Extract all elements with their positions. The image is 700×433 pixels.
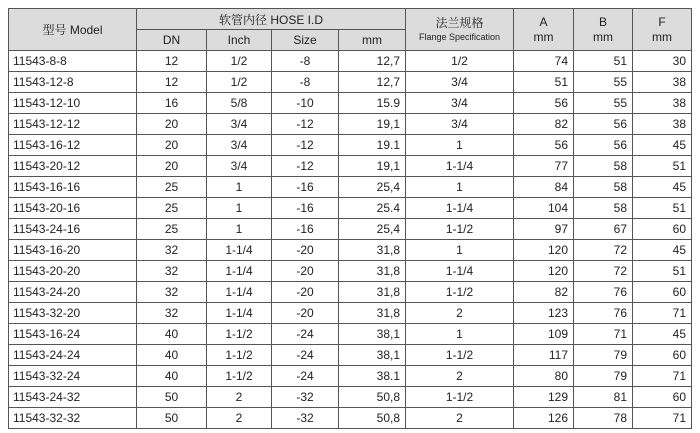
header-a bbox=[514, 9, 574, 51]
cell-model: 11543-8-8 bbox=[9, 51, 137, 72]
cell-flange: 1 bbox=[406, 240, 514, 261]
cell-f: 71 bbox=[633, 303, 692, 324]
cell-dn: 20 bbox=[137, 156, 207, 177]
cell-inch: 1-1/4 bbox=[207, 240, 272, 261]
cell-a: 84 bbox=[514, 177, 574, 198]
cell-f: 51 bbox=[633, 261, 692, 282]
cell-inch: 3/4 bbox=[207, 156, 272, 177]
header-dn: DN bbox=[137, 30, 207, 51]
cell-a: 126 bbox=[514, 408, 574, 429]
cell-mm: 31,8 bbox=[339, 261, 406, 282]
cell-flange: 2 bbox=[406, 408, 514, 429]
cell-model: 11543-32-24 bbox=[9, 366, 137, 387]
cell-inch: 1 bbox=[207, 198, 272, 219]
cell-b: 55 bbox=[574, 72, 633, 93]
cell-a: 109 bbox=[514, 324, 574, 345]
cell-a: 56 bbox=[514, 93, 574, 114]
cell-flange: 1-1/4 bbox=[406, 156, 514, 177]
cell-model: 11543-16-16 bbox=[9, 177, 137, 198]
table-row bbox=[9, 240, 692, 261]
header-a-unit: mm bbox=[533, 29, 554, 44]
cell-dn: 32 bbox=[137, 282, 207, 303]
cell-dn: 25 bbox=[137, 177, 207, 198]
cell-size: -20 bbox=[272, 261, 339, 282]
header-hose-id: 软管内径 HOSE I.D bbox=[137, 9, 406, 30]
cell-b: 76 bbox=[574, 303, 633, 324]
cell-f: 38 bbox=[633, 93, 692, 114]
cell-f: 71 bbox=[633, 366, 692, 387]
cell-mm: 31,8 bbox=[339, 303, 406, 324]
cell-f: 51 bbox=[633, 156, 692, 177]
cell-dn: 32 bbox=[137, 261, 207, 282]
cell-a: 56 bbox=[514, 135, 574, 156]
cell-flange: 3/4 bbox=[406, 72, 514, 93]
cell-f: 38 bbox=[633, 114, 692, 135]
cell-mm: 25,4 bbox=[339, 219, 406, 240]
cell-mm: 19,1 bbox=[339, 114, 406, 135]
cell-dn: 40 bbox=[137, 324, 207, 345]
cell-f: 45 bbox=[633, 240, 692, 261]
header-model: 型号 Model bbox=[9, 9, 137, 51]
cell-inch: 3/4 bbox=[207, 114, 272, 135]
cell-size: -12 bbox=[272, 114, 339, 135]
cell-inch: 1-1/4 bbox=[207, 282, 272, 303]
header-size: Size bbox=[272, 30, 339, 51]
cell-inch: 1-1/2 bbox=[207, 366, 272, 387]
cell-f: 38 bbox=[633, 72, 692, 93]
cell-b: 72 bbox=[574, 240, 633, 261]
table-row bbox=[9, 93, 692, 114]
cell-inch: 1 bbox=[207, 219, 272, 240]
cell-flange: 1 bbox=[406, 135, 514, 156]
cell-mm: 50,8 bbox=[339, 387, 406, 408]
cell-size: -20 bbox=[272, 282, 339, 303]
cell-f: 60 bbox=[633, 219, 692, 240]
cell-model: 11543-20-20 bbox=[9, 261, 137, 282]
table-row bbox=[9, 135, 692, 156]
cell-dn: 20 bbox=[137, 135, 207, 156]
cell-inch: 2 bbox=[207, 408, 272, 429]
cell-inch: 3/4 bbox=[207, 135, 272, 156]
cell-a: 117 bbox=[514, 345, 574, 366]
cell-b: 56 bbox=[574, 114, 633, 135]
header-mm: mm bbox=[339, 30, 406, 51]
cell-flange: 3/4 bbox=[406, 114, 514, 135]
cell-mm: 19,1 bbox=[339, 156, 406, 177]
cell-a: 77 bbox=[514, 156, 574, 177]
cell-size: -12 bbox=[272, 156, 339, 177]
spec-table-body bbox=[9, 51, 692, 429]
cell-a: 82 bbox=[514, 114, 574, 135]
cell-size: -16 bbox=[272, 198, 339, 219]
cell-inch: 2 bbox=[207, 387, 272, 408]
cell-model: 11543-16-24 bbox=[9, 324, 137, 345]
cell-f: 45 bbox=[633, 324, 692, 345]
header-flange-label: 法兰规格 bbox=[435, 16, 484, 30]
cell-b: 58 bbox=[574, 177, 633, 198]
cell-model: 11543-12-8 bbox=[9, 72, 137, 93]
cell-b: 51 bbox=[574, 51, 633, 72]
cell-f: 45 bbox=[633, 135, 692, 156]
table-row bbox=[9, 345, 692, 366]
cell-mm: 38,1 bbox=[339, 345, 406, 366]
cell-mm: 38,1 bbox=[339, 324, 406, 345]
cell-inch: 1-1/4 bbox=[207, 303, 272, 324]
cell-size: -12 bbox=[272, 135, 339, 156]
cell-flange: 1-1/2 bbox=[406, 387, 514, 408]
cell-flange: 2 bbox=[406, 366, 514, 387]
cell-model: 11543-16-12 bbox=[9, 135, 137, 156]
table-row bbox=[9, 282, 692, 303]
cell-f: 60 bbox=[633, 282, 692, 303]
header-f-label: F bbox=[658, 14, 666, 29]
cell-b: 55 bbox=[574, 93, 633, 114]
cell-a: 80 bbox=[514, 366, 574, 387]
cell-dn: 20 bbox=[137, 114, 207, 135]
header-b bbox=[574, 9, 633, 51]
cell-b: 58 bbox=[574, 198, 633, 219]
cell-b: 78 bbox=[574, 408, 633, 429]
cell-mm: 50,8 bbox=[339, 408, 406, 429]
cell-flange: 1 bbox=[406, 177, 514, 198]
table-row bbox=[9, 219, 692, 240]
cell-b: 79 bbox=[574, 366, 633, 387]
cell-b: 72 bbox=[574, 261, 633, 282]
cell-inch: 1/2 bbox=[207, 51, 272, 72]
cell-size: -20 bbox=[272, 240, 339, 261]
cell-b: 71 bbox=[574, 324, 633, 345]
cell-size: -16 bbox=[272, 177, 339, 198]
cell-mm: 25.4 bbox=[339, 198, 406, 219]
cell-model: 11543-20-12 bbox=[9, 156, 137, 177]
header-flange-sub: Flange Specification bbox=[418, 32, 501, 42]
cell-flange: 1-1/2 bbox=[406, 345, 514, 366]
cell-f: 30 bbox=[633, 51, 692, 72]
cell-b: 81 bbox=[574, 387, 633, 408]
table-row bbox=[9, 51, 692, 72]
table-row bbox=[9, 387, 692, 408]
cell-dn: 25 bbox=[137, 198, 207, 219]
cell-f: 60 bbox=[633, 387, 692, 408]
cell-a: 129 bbox=[514, 387, 574, 408]
header-b-unit: mm bbox=[593, 29, 614, 44]
cell-mm: 19.1 bbox=[339, 135, 406, 156]
cell-size: -16 bbox=[272, 219, 339, 240]
cell-a: 123 bbox=[514, 303, 574, 324]
cell-a: 74 bbox=[514, 51, 574, 72]
cell-inch: 1-1/2 bbox=[207, 324, 272, 345]
table-row bbox=[9, 261, 692, 282]
table-row bbox=[9, 177, 692, 198]
cell-a: 82 bbox=[514, 282, 574, 303]
cell-model: 11543-24-32 bbox=[9, 387, 137, 408]
cell-dn: 25 bbox=[137, 219, 207, 240]
cell-b: 67 bbox=[574, 219, 633, 240]
cell-inch: 1-1/2 bbox=[207, 345, 272, 366]
cell-size: -24 bbox=[272, 345, 339, 366]
cell-b: 56 bbox=[574, 135, 633, 156]
cell-a: 120 bbox=[514, 261, 574, 282]
cell-inch: 1 bbox=[207, 177, 272, 198]
cell-dn: 40 bbox=[137, 345, 207, 366]
cell-b: 79 bbox=[574, 345, 633, 366]
cell-size: -8 bbox=[272, 72, 339, 93]
cell-model: 11543-20-16 bbox=[9, 198, 137, 219]
table-row bbox=[9, 324, 692, 345]
spec-table bbox=[8, 8, 692, 429]
cell-dn: 16 bbox=[137, 93, 207, 114]
cell-b: 76 bbox=[574, 282, 633, 303]
cell-inch: 1-1/4 bbox=[207, 261, 272, 282]
header-flange bbox=[406, 9, 514, 51]
cell-flange: 1-1/4 bbox=[406, 261, 514, 282]
cell-size: -32 bbox=[272, 408, 339, 429]
cell-size: -8 bbox=[272, 51, 339, 72]
table-row bbox=[9, 198, 692, 219]
cell-dn: 32 bbox=[137, 303, 207, 324]
cell-flange: 1 bbox=[406, 324, 514, 345]
cell-f: 45 bbox=[633, 177, 692, 198]
table-row bbox=[9, 303, 692, 324]
cell-model: 11543-32-20 bbox=[9, 303, 137, 324]
cell-inch: 1/2 bbox=[207, 72, 272, 93]
cell-size: -24 bbox=[272, 366, 339, 387]
cell-dn: 40 bbox=[137, 366, 207, 387]
cell-model: 11543-32-32 bbox=[9, 408, 137, 429]
cell-mm: 31,8 bbox=[339, 240, 406, 261]
header-a-label: A bbox=[539, 14, 548, 29]
cell-mm: 31,8 bbox=[339, 282, 406, 303]
cell-b: 58 bbox=[574, 156, 633, 177]
cell-a: 97 bbox=[514, 219, 574, 240]
header-b-label: B bbox=[599, 14, 608, 29]
cell-flange: 3/4 bbox=[406, 93, 514, 114]
cell-mm: 38.1 bbox=[339, 366, 406, 387]
cell-dn: 32 bbox=[137, 240, 207, 261]
cell-flange: 1-1/2 bbox=[406, 282, 514, 303]
cell-a: 120 bbox=[514, 240, 574, 261]
cell-flange: 1-1/2 bbox=[406, 219, 514, 240]
cell-mm: 12,7 bbox=[339, 72, 406, 93]
cell-dn: 50 bbox=[137, 408, 207, 429]
cell-f: 71 bbox=[633, 408, 692, 429]
cell-model: 11543-12-10 bbox=[9, 93, 137, 114]
cell-a: 51 bbox=[514, 72, 574, 93]
cell-model: 11543-16-20 bbox=[9, 240, 137, 261]
table-row bbox=[9, 114, 692, 135]
cell-dn: 12 bbox=[137, 72, 207, 93]
cell-dn: 50 bbox=[137, 387, 207, 408]
table-row bbox=[9, 408, 692, 429]
cell-flange: 2 bbox=[406, 303, 514, 324]
cell-mm: 25,4 bbox=[339, 177, 406, 198]
header-f-unit: mm bbox=[652, 29, 673, 44]
cell-size: -24 bbox=[272, 324, 339, 345]
table-row bbox=[9, 366, 692, 387]
cell-f: 60 bbox=[633, 345, 692, 366]
cell-mm: 12,7 bbox=[339, 51, 406, 72]
cell-f: 51 bbox=[633, 198, 692, 219]
cell-size: -32 bbox=[272, 387, 339, 408]
header-inch: Inch bbox=[207, 30, 272, 51]
cell-flange: 1/2 bbox=[406, 51, 514, 72]
cell-model: 11543-24-16 bbox=[9, 219, 137, 240]
cell-size: -20 bbox=[272, 303, 339, 324]
cell-model: 11543-24-20 bbox=[9, 282, 137, 303]
cell-a: 104 bbox=[514, 198, 574, 219]
cell-size: -10 bbox=[272, 93, 339, 114]
cell-dn: 12 bbox=[137, 51, 207, 72]
cell-model: 11543-12-12 bbox=[9, 114, 137, 135]
table-row bbox=[9, 156, 692, 177]
table-row bbox=[9, 72, 692, 93]
cell-mm: 15.9 bbox=[339, 93, 406, 114]
cell-flange: 1-1/4 bbox=[406, 198, 514, 219]
cell-model: 11543-24-24 bbox=[9, 345, 137, 366]
cell-inch: 5/8 bbox=[207, 93, 272, 114]
header-f bbox=[633, 9, 692, 51]
